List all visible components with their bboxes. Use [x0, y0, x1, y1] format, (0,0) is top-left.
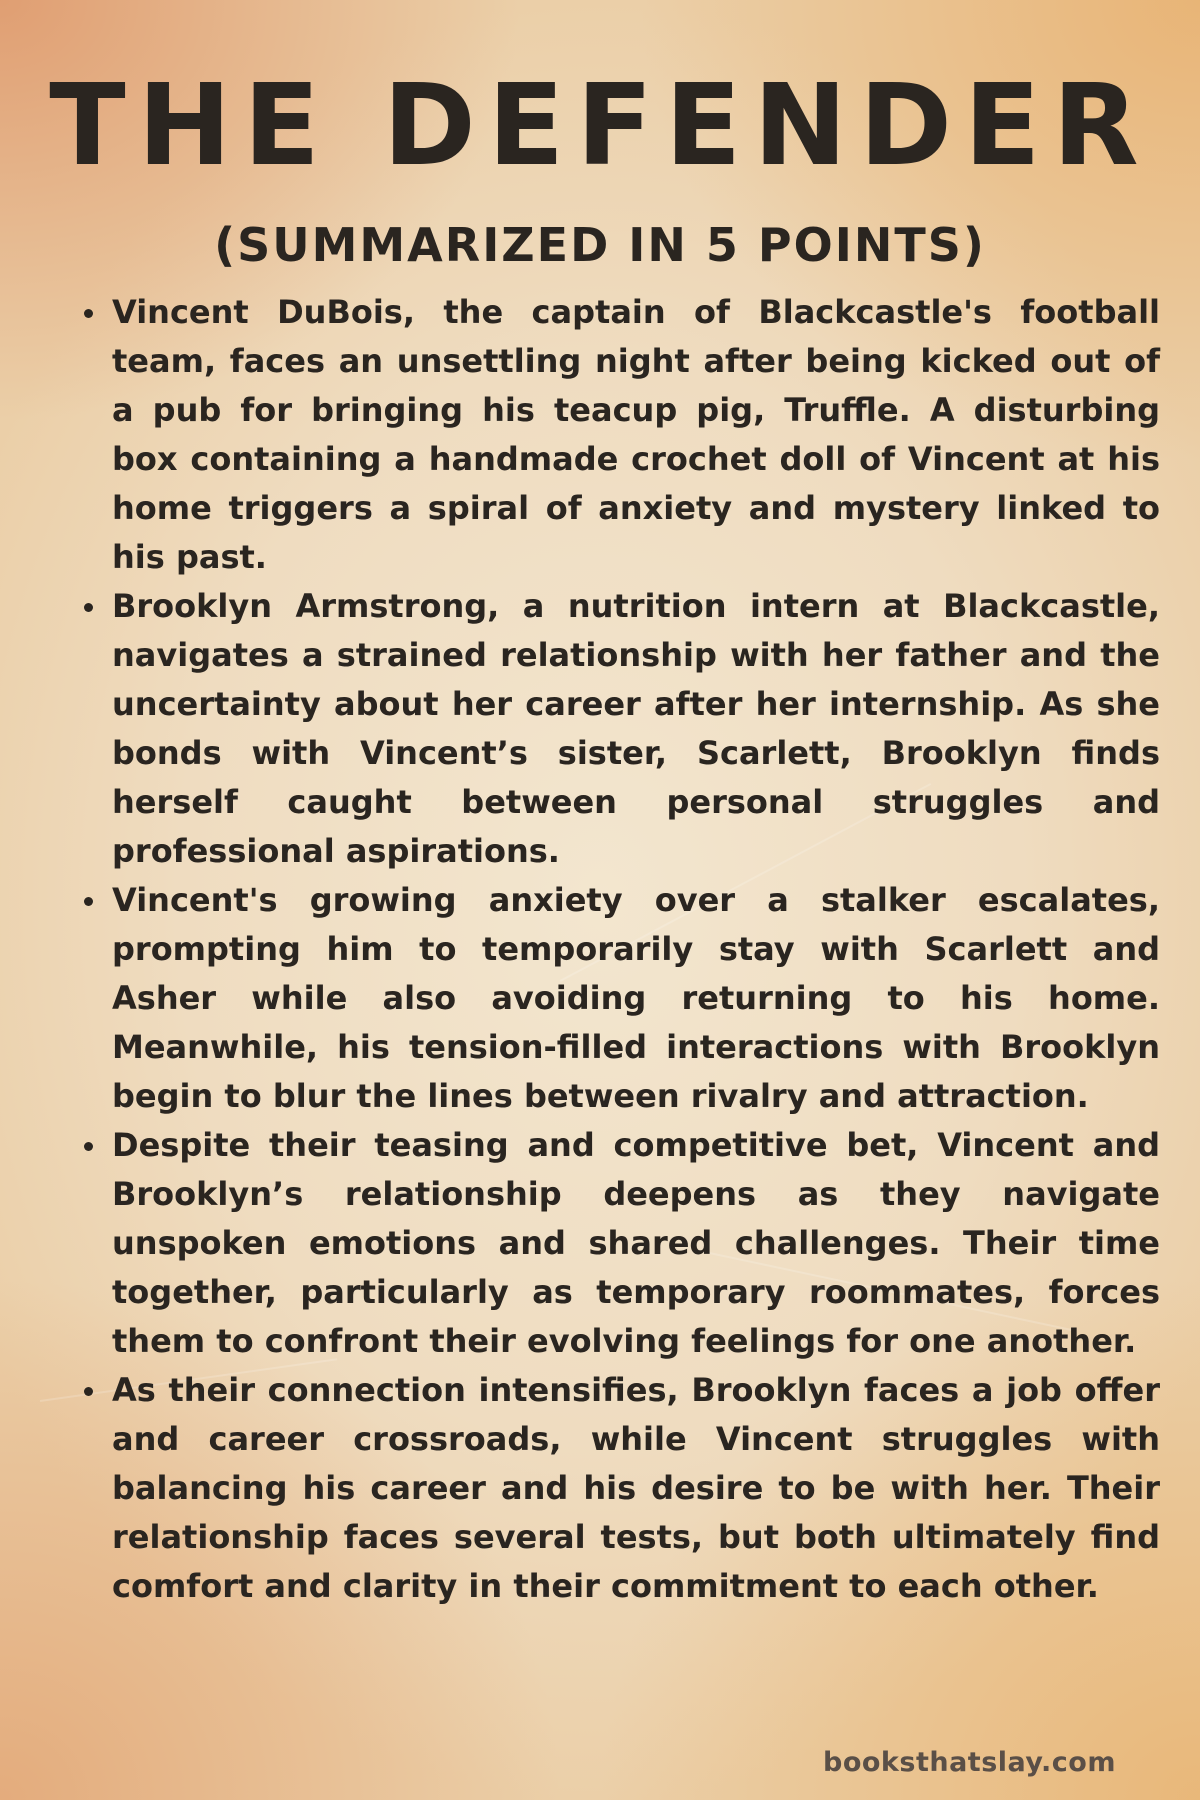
bullet-icon: [84, 897, 93, 906]
summary-point-text: Brooklyn Armstrong, a nutrition intern at Blackcastle, navigates a strained relationship with her father and the uncertainty about her career after her internship. As she bonds with Vincent’s sister, Scarlett, Brooklyn finds herself caught between personal struggles and professional aspirations.: [112, 587, 1160, 870]
bullet-icon: [84, 309, 93, 318]
website-footer: booksthatslay.com: [823, 1747, 1116, 1778]
summary-point-1: [112, 288, 1160, 582]
summary-point-3: [112, 876, 1160, 1121]
summary-point-text: Despite their teasing and competitive bet, Vincent and Brooklyn’s relationship deepens as they navigate unspoken emotions and shared challenges. Their time together, particularly as temporary roommates, forces them to confront their evolving feelings for one another.: [112, 1126, 1160, 1360]
summary-point-4: [112, 1121, 1160, 1366]
bullet-icon: [84, 1387, 93, 1396]
bullet-icon: [84, 603, 93, 612]
summary-point-text: As their connection intensifies, Brooklyn faces a job offer and career crossroads, while Vincent struggles with balancing his career and his desire to be with her. Their relationship faces several tests, but both ultimately find comfort and clarity in their commitment to each other.: [112, 1371, 1160, 1605]
bullet-icon: [84, 1142, 93, 1151]
page-title: THE DEFENDER: [49, 61, 1151, 191]
summary-point-2: [112, 582, 1160, 876]
summary-point-text: Vincent's growing anxiety over a stalker escalates, prompting him to temporarily stay with Scarlett and Asher while also avoiding returning to his home. Meanwhile, his tension-filled interactions with Brooklyn begin to blur the lines between rivalry and attraction.: [112, 881, 1160, 1115]
page-subtitle: (SUMMARIZED IN 5 POINTS): [214, 218, 986, 272]
summary-list: [78, 288, 1160, 1611]
summary-point-text: Vincent DuBois, the captain of Blackcastle's football team, faces an unsettling night after being kicked out of a pub for bringing his teacup pig, Truffle. A disturbing box containing a handmade crochet doll of Vincent at his home triggers a spiral of anxiety and mystery linked to his past.: [112, 293, 1160, 576]
summary-point-5: [112, 1366, 1160, 1611]
